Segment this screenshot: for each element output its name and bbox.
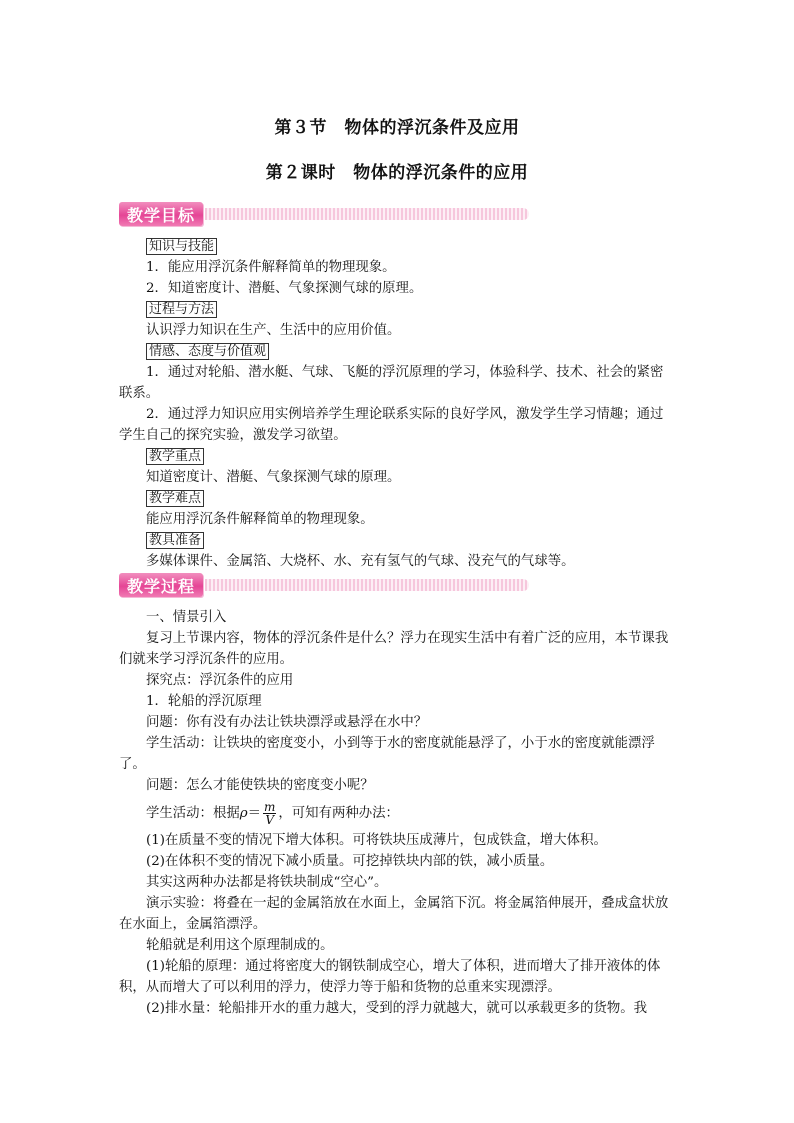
- focus-item-1: 知道密度计、潜艇、气象探测气球的原理。: [146, 470, 401, 485]
- tools-item-1: 多媒体课件、金属箔、大烧杯、水、充有氢气的气球、没充气的气球等。: [146, 554, 575, 569]
- emotion-label: 情感、态度与价值观: [146, 343, 269, 360]
- process-paragraph: 复习上节课内容，物体的浮沉条件是什么？浮力在现实生活中有着广泛的应用，本节课我们就来学习浮沉条件的应用。: [119, 631, 669, 667]
- knowledge-label: 知识与技能: [146, 238, 217, 255]
- formula-lead-text: 学生活动：根据: [146, 805, 240, 821]
- process-paragraph: 一、情景引入: [146, 610, 227, 625]
- lesson-title: 第２课时 物体的浮沉条件的应用: [265, 163, 529, 183]
- process-paragraph: 探究点：浮沉条件的应用: [146, 673, 294, 688]
- process-paragraph: 轮船就是利用这个原理制成的。: [146, 938, 334, 953]
- objectives-banner: [119, 201, 529, 227]
- objectives-banner-label: 教学目标: [119, 202, 203, 226]
- density-formula-line: [119, 796, 675, 830]
- banner-stripe-decoration: [205, 208, 529, 220]
- process-paragraph: (1)在质量不变的情况下增大体积。可将铁块压成薄片，包成铁盒，增大体积。: [146, 833, 607, 848]
- emotion-item-2: 2．通过浮力知识应用实例培养学生理论联系实际的良好学风，激发学生学习情趣；通过学生自己的探究实验，激发学习欲望。: [119, 407, 664, 443]
- process-paragraph: 其实这两种办法都是将铁块制成“空心”。: [146, 875, 388, 890]
- process-paragraph: (2)排水量：轮船排开水的重力越大，受到的浮力就越大，就可以承载更多的货物。我: [146, 1001, 648, 1016]
- process-section: [119, 607, 675, 1019]
- process-paragraph: 学生活动：让铁块的密度变小，小到等于水的密度就能悬浮了，小于水的密度就能漂浮了。: [119, 736, 655, 772]
- process-paragraph: (2)在体积不变的情况下减小质量。可挖掉铁块内部的铁，减小质量。: [146, 854, 554, 869]
- formula-trail-text: ，可知有两种办法：: [278, 805, 399, 821]
- tools-label: 教具准备: [146, 532, 204, 549]
- process-paragraph: 1．轮船的浮沉原理: [146, 694, 262, 709]
- process-method-label: 过程与方法: [146, 301, 217, 318]
- process-paragraph: 问题：怎么才能使铁块的密度变小呢？: [146, 778, 374, 793]
- knowledge-item-2: 2．知道密度计、潜艇、气象探测气球的原理。: [146, 281, 423, 296]
- process-method-item-1: 认识浮力知识在生产、生活中的应用价值。: [146, 323, 401, 338]
- process-banner-label: 教学过程: [119, 573, 203, 597]
- fraction-numerator: m: [264, 799, 276, 814]
- section-title: 第３节 物体的浮沉条件及应用: [274, 118, 520, 138]
- process-paragraph: (1)轮船的原理：通过将密度大的钢铁制成空心，增大了体积，进而增大了排开液体的体积，从而增大了可以利用的浮力，使浮力等于船和货物的总重来实现漂浮。: [119, 959, 661, 995]
- banner-stripe-decoration: [205, 579, 529, 591]
- formula-rho: ρ: [239, 805, 248, 821]
- difficulty-item-1: 能应用浮沉条件解释简单的物理现象。: [146, 512, 374, 527]
- objectives-section: [119, 236, 675, 572]
- difficulty-label: 教学难点: [146, 490, 204, 507]
- emotion-item-1: 1．通过对轮船、潜水艇、气球、飞艇的浮沉原理的学习，体验科学、技术、社会的紧密联系。: [119, 365, 664, 401]
- focus-label: 教学重点: [146, 448, 204, 465]
- process-paragraph: 问题：你有没有办法让铁块漂浮或悬浮在水中？: [146, 715, 428, 730]
- formula-equals: ＝: [247, 805, 261, 821]
- density-fraction: [263, 801, 276, 826]
- knowledge-item-1: 1．能应用浮沉条件解释简单的物理现象。: [146, 260, 396, 275]
- process-banner: [119, 572, 529, 598]
- process-paragraph: 演示实验：将叠在一起的金属箔放在水面上，金属箔下沉。将金属箔伸展开，叠成盒状放在水面上，金属箔漂浮。: [119, 896, 669, 932]
- fraction-denominator: V: [265, 812, 275, 827]
